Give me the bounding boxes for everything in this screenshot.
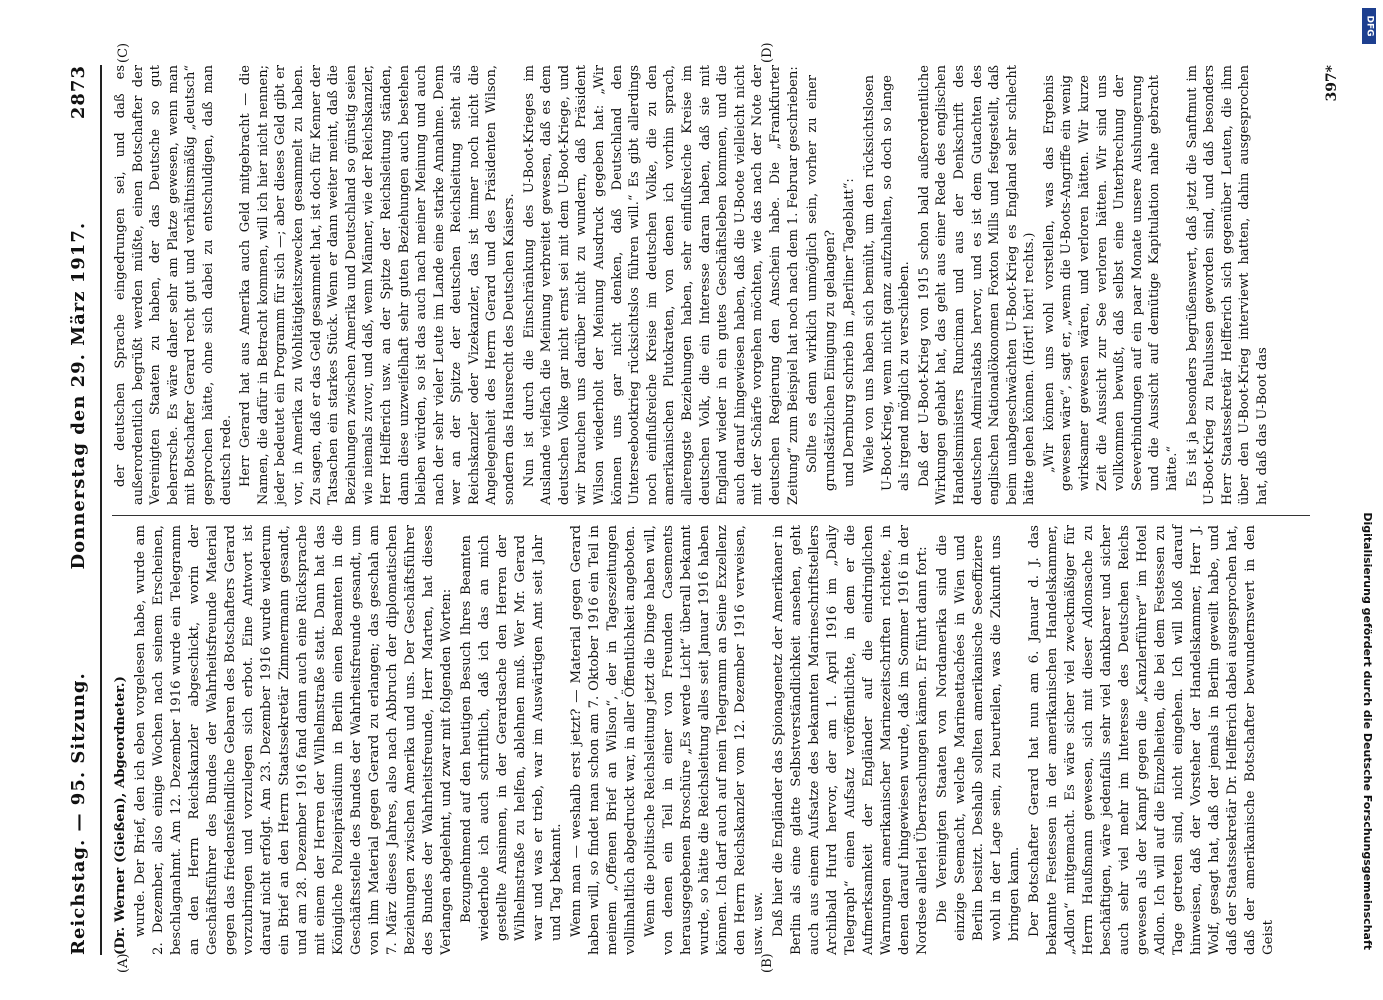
quoted-paragraph: „Wir können uns wohl vorstellen, was das Ergebnis gewesen wäre“, sagt er, „wenn die U-Boots-Angriffe ein wenig wirksamer gewesen wären, und verloren hätten. Wir kurze Zeit die Aussicht zur See verloren hätten. Wir sind uns vollkommen bewußt, daß selbst eine Unterbrechung der Seeverbindungen auf ein paar Monate unsere Aushungerung und die Aussicht auf demütige Kapitulation nahe gebracht hätte.“ (1041, 75, 1181, 491)
header-rule (100, 65, 102, 955)
paragraph: Daß der U-Boot-Krieg von 1915 schon bald außerordentliche Wirkungen gehabt hat, das geht aus einer Rede des englischen Handelsministers Runciman und aus der Denkschrift des deutschen Admiralstabs hervor, und es ist dem Gutachten des englischen Nationalökonomen Foxton Mills und festgestellt, daß beim unabgeschwächten U-Boot-Krieg es England sehr schlecht hätte gehen können. (Hört! hört! rechts.) (916, 65, 1038, 505)
quoted-paragraph: Wiele von uns haben sich bemüht, um den rücksichtslosen U-Boot-Krieg, wenn nicht ganz aufzuhalten, so doch so lange als irgend möglich zu verschieben. (861, 75, 913, 491)
digitization-sidebar (1352, 0, 1383, 1000)
document-page (60, 42, 1350, 975)
paragraph: Es ist ja besonders begrüßenswert, daß jetzt die Sanftmut im U-Boot-Krieg zu Paulussen geworden sind, und daß besonders Herr Staatssekretär Helfferich sich gegenüber Leuten, die ihm über den U-Boot-Krieg interviewt hatten, dahin ausgesprochen hat, daß das U-Boot das (1184, 65, 1270, 505)
left-column (112, 525, 1280, 955)
margin-marker-d: (D) (760, 42, 775, 63)
margin-marker-c: (C) (116, 42, 131, 63)
quoted-paragraph: Die Vereinigten Staaten von Nordamerika sind die einzige Seemacht, welche Marineattachées in Wien und Berlin besitzt. Deshalb sollten amerikanische Seeoffiziere wohl in der Lage sein, zu beurteilen, was die Zukunft uns bringen kann. (935, 535, 1022, 941)
dfg-logo-text: DFG (1364, 15, 1375, 37)
paragraph: Nun ist durch die Einschränkung des U-Boot-Krieges im Auslande vielfach die Meinung verbreitet gewesen, daß es dem deutschen Volke gar nicht ernst sei mit dem U-Boot-Kriege, und wir brauchen uns darüber nicht zu wundern, daß Präsident Wilson wiederholt der Meinung Ausdruck gegeben hat: „Wir können uns gar nicht denken, daß Deutschland den Unterseebootkrieg rücksichtslos führen will.“ Es gibt allerdings noch einflußreiche Kreise im deutschen Volke, die zu den amerikanischen Plutokraten, von denen ich vorhin sprach, allerengste Beziehungen haben, sehr einflußreiche Kreise im deutschen Volk, die ein Interesse daran haben, daß sie mit England wieder in ein gutes Geschäftsleben kommen, und die auch darauf hingewiesen haben, daß die U-Boote vielleicht nicht mit der Schärfe vorgehen möchten, wie das nach der Note der deutschen Regierung den Anschein habe. Die „Frankfurter Zeitung“ zum Beispiel hat noch nach dem 1. Februar geschrieben: (521, 65, 801, 505)
margin-marker-a: (A) (116, 953, 131, 973)
header-left: Reichstag. — 95. Sitzung. (67, 672, 89, 955)
paragraph: Wenn man — weshalb erst jetzt? — Material gegen Gerard haben will, so findet man schon am 7. Oktober 1916 ein Teil in meinem „Offenen Brief an Wilson“, der in Tageszeitungen vollinhaltlich abgedruckt war, in aller Öffentlichkeit angeboten. (569, 525, 638, 955)
quoted-paragraph: Bezugnehmend auf den heutigen Besuch Ihres Beamten wiederhole ich auch schriftlich, daß ich das an mich gestellte Ansinnen, in der Gerardsache den Herren der Wilhelmstraße zu helfen, ablehnen muß. Wer Mr. Gerard war und was er trieb, war im Auswärtigen Amt seit Jahr und Tag bekannt. (459, 535, 564, 941)
paragraph: wurde. Der Brief, den ich eben vorgelesen habe, wurde am 2. Dezember, also einige Wochen nach seinem Erscheinen, beschlagnahmt. Am 12. Dezember 1916 wurde ein Telegramm an den Herrn Reichskanzler abgeschickt, worin der Geschäftsführer des Bundes der Wahrheitsfreunde Material gegen das friedensfeindliche Gebaren des Botschafters Gerard vorzubringen und vorzulegen sich erbot. Eine Antwort ist darauf nicht erfolgt. Am 23. Dezember 1916 wurde wiederum ein Brief an den Herrn Staatssekretär Zimmermann gesandt, und am 28. Dezember 1916 fand dann auch eine Rücksprache mit einem der Herren der Wilhelmstraße statt. Dann hat das Königliche Polizeipräsidium in Berlin einen Beamten in die Geschäftsstelle des Bundes der Wahrheitsfreunde gesandt, um von ihm Material gegen Gerard zu erlangen; das geschah am 7. März dieses Jahres, also nach Abbruch der diplomatischen Beziehungen zwischen Amerika und uns. Der Geschäftsführer des Bundes der Wahrheitsfreunde, Herr Marten, hat dieses Verlangen abgelehnt, und zwar mit folgenden Worten: (133, 525, 454, 955)
rotated-page-content (60, 42, 1350, 975)
quoted-paragraph: Sollte es denn wirklich unmöglich sein, vorher zu einer grundsätzlichen Einigung zu gelangen? (805, 75, 838, 491)
page-number: 2873 (67, 65, 89, 120)
header-date: Donnerstag den 29. März 1917. (67, 221, 89, 570)
paragraph: Der Botschafter Gerard hat nun am 6. Januar d. J. das bekannte Festessen in der amerikanischen Handelskammer, „Adlon“ mitgemacht. Es wäre sicher viel zweckmäßiger für Herrn Haußmann gewesen, sich mit dieser Adlonsache zu beschäftigen, wäre jedenfalls sehr viel dankbarer und sicher auch sehr viel mehr im Interesse des Deutschen Reichs gewesen als der Kampf gegen die „Kanzlerführer“ im Hotel Adlon. Ich will auf die Einzelheiten, die bei dem Festessen zu Tage getreten sind, nicht eingehen. Ich will bloß darauf hinweisen, daß der Vorsteher der Handelskammer, Herr J. Wolf, gesagt hat, daß der jemals in Berlin geweilt habe, und daß der Staatssekretär Dr. Helfferich dabei ausgesprochen hat, daß der amerikanische Botschafter bewundernswert in den Geist (1027, 525, 1276, 955)
dfg-logo (1362, 8, 1376, 44)
column-divider (112, 515, 1310, 516)
paragraph: Herr Gerard hat aus Amerika auch Geld mitgebracht — die Namen, die dafür in Betracht kommen, will ich hier nicht nennen; jeder bedeutet ein Programm für sich —; aber dieses Geld gibt er vor, in Amerika zu Wohltätigkeitszwecken gesammelt zu haben. Zu sagen, daß er das Geld gesammelt hat, ist doch für Kenner der Tatsachen ein starkes Stück. Wenn er dann weiter meint, daß die Beziehungen zwischen Amerika und Deutschland so günstig seien wie niemals zuvor, und daß, wenn Männer, wie der Reichskanzler, Herr Helfferich usw. an der Spitze der Reichsleitung ständen, dann diese unzweifelhaft sehr guten Beziehungen auch bestehen bleiben würden, so ist das auch nach meiner Meinung und auch nach der sehr vieler Leute im Lande eine starke Annahme. Denn wer an der Spitze der deutschen Reichsleitung steht als Reichskanzler oder Vizekanzler, das ist immer noch nicht die Angelegenheit des Herrn Gerard und des Präsidenten Wilson, sondern das Hausrecht des Deutschen Kaisers. (238, 65, 518, 505)
paragraph: der deutschen Sprache eingedrungen sei, und daß es außerordentlich begrüßt werden müßte, einen Botschafter der Vereinigten Staaten zu haben, der das Deutsche so gut beherrsche. Es wäre daher sehr am Platze gewesen, wenn man mit Botschafter Gerard recht gut und verhältnismäßig „deutsch“ gesprochen hätte, ohne sich dabei zu entschuldigen, daß man deutsch rede. (113, 65, 234, 505)
margin-marker-b: (B) (760, 953, 775, 973)
paragraph: und Dernburg schrieb im „Berliner Tageblatt“: (842, 178, 858, 487)
page-header (60, 65, 96, 955)
right-column (112, 65, 1274, 505)
speaker-line: (Dr. Werner (Gießen), Abgeordneter.) (113, 676, 128, 955)
paragraph: Daß hier die Engländer das Spionagenetz der Amerikaner in Berlin als eine glatte Selbstverständlichkeit ansehen, geht auch aus einem Aufsatze des bekannten Marineschriftstellers Archibald Hurd hervor, der am 1. April 1916 im „Daily Telegraph“ einen Aufsatz veröffentlichte, in dem er die Aufmerksamkeit der Engländer auf die eindringlichen Warnungen amerikanischer Marinezeitschriften richtete, in denen darauf hingewiesen wurde, daß im Sommer 1916 in der Nordsee allerlei Überraschungen kämen. Er führt dann fort: (771, 525, 930, 955)
digitization-credit: Digitalisierung gefördert durch die Deutsche Forschungsgemeinschaft (1361, 512, 1374, 950)
footer-page-ref: 397* (1324, 65, 1340, 102)
paragraph: Wenn die politische Reichsleitung jetzt die Dinge haben will, von denen ein Teil in einer von Freunden Casements herausgegebenen Broschüre „Es werde Licht“ überall bekannt wurde, so hätte die Reichsleitung alles seit Januar 1916 haben können. Ich darf auch auf mein Telegramm an Seine Exzellenz den Herrn Reichskanzler vom 12. Dezember 1916 verweisen, usw. usw. (643, 525, 766, 955)
